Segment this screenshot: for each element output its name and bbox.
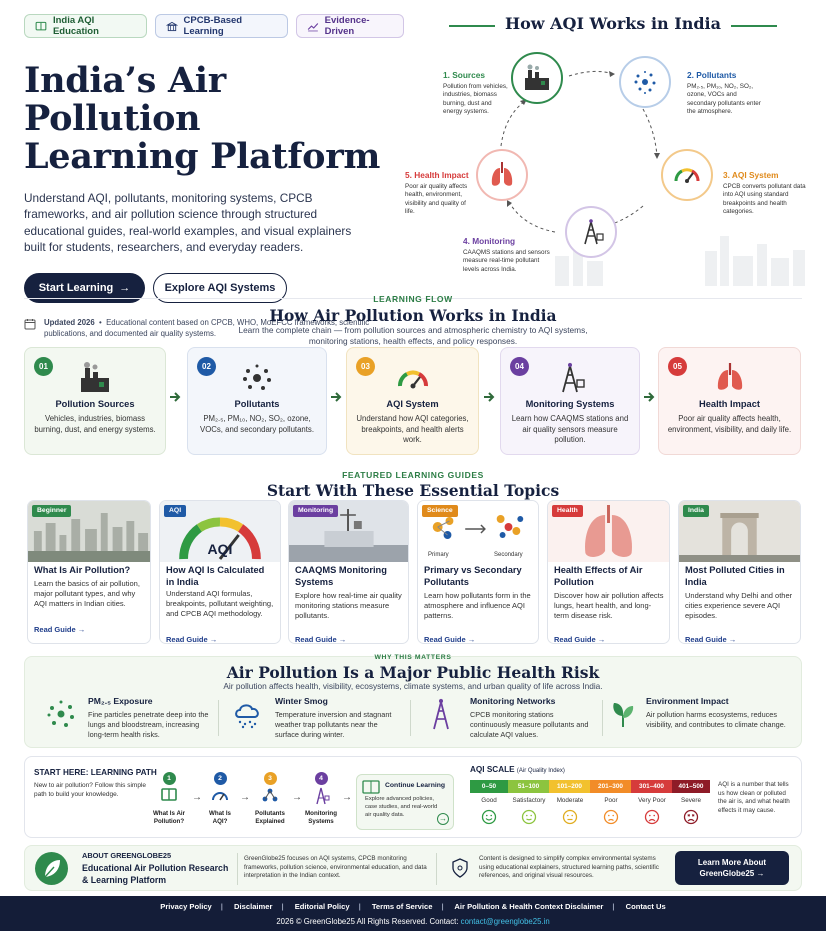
footer-link-health-disclaimer[interactable]: Air Pollution & Health Context Disclaimer xyxy=(454,902,604,911)
divider xyxy=(410,700,411,736)
arrow-right-icon: → xyxy=(119,282,131,295)
footer-copyright: 2026 © GreenGlobe25 All Rights Reserved. Contact: contact@greenglobe25.in xyxy=(276,917,550,926)
start-learning-label: Start Learning xyxy=(38,282,114,295)
path-step-number: 3 xyxy=(264,772,277,785)
risk-item-title: Monitoring Networks xyxy=(470,696,556,706)
flow-card-title: Health Impact xyxy=(699,399,760,409)
path-step-label: What Is Air Pollution? xyxy=(152,810,186,825)
cycle-step-aqi-system[interactable] xyxy=(661,149,713,201)
page-title xyxy=(24,62,404,176)
risk-item-desc: Air pollution harms ecosystems, reduces visibility, and contributes to climate change. xyxy=(646,710,786,729)
learning-flow-kicker: LEARNING FLOW xyxy=(373,294,453,304)
divider xyxy=(436,853,437,885)
risk-item-desc: Temperature inversion and stagnant weather trap pollutants near the surface during winter. xyxy=(275,710,392,739)
guide-desc: Understand why Delhi and other cities experience severe AQI episodes. xyxy=(685,591,793,620)
guide-desc: Explore how real-time air quality monitoring stations measure pollutants. xyxy=(295,591,402,620)
cycle-step-title: 5. Health Impact xyxy=(405,170,469,180)
flow-step-number: 02 xyxy=(197,357,216,376)
aqi-band-good: 0–50 xyxy=(470,780,508,793)
risk-kicker: WHY THIS MATTERS xyxy=(374,654,452,661)
guide-tag: Science xyxy=(422,505,458,517)
cycle-step-monitoring[interactable] xyxy=(565,206,617,258)
guide-card-what-is-air-pollution[interactable] xyxy=(27,500,151,644)
flow-card-title: Pollution Sources xyxy=(55,399,135,409)
about-kicker: ABOUT GREENGLOBE25 xyxy=(82,851,172,860)
divider xyxy=(237,853,238,885)
continue-learning-text: Explore advanced policies, case studies, and real-world air quality data. xyxy=(365,796,438,818)
station-icon xyxy=(300,785,342,810)
how-aqi-works-diagram xyxy=(405,6,821,288)
badge-label: CPCB-Based Learning xyxy=(183,15,243,37)
badge-evidence-driven[interactable] xyxy=(296,14,404,38)
path-step-number: 1 xyxy=(163,772,176,785)
gauge-label: AQI xyxy=(207,541,233,557)
badge-label: Evidence-Driven xyxy=(324,15,370,37)
footer-links: Privacy Policy | Disclaimer | Editorial Policy | Terms of Service | Air Pollution & Health Context Disclaimer | Contact Us xyxy=(160,902,666,911)
aqi-band-label: Moderate xyxy=(556,797,584,804)
arrow-right-icon xyxy=(482,390,496,404)
cycle-step-text: Pollution from vehicles, industries, biomass burning, dust and energy systems. xyxy=(443,83,508,115)
flow-step-number: 05 xyxy=(668,357,687,376)
guide-card-health-effects[interactable] xyxy=(547,500,670,644)
aqi-band-moderate: 101–200 xyxy=(549,780,590,793)
arrow-right-icon xyxy=(329,390,343,404)
flow-card-desc: Understand how AQI categories, breakpoints, and health alerts work. xyxy=(356,414,469,444)
lungs-icon xyxy=(486,159,518,191)
path-step-number: 2 xyxy=(214,772,227,785)
flow-card-aqi-system[interactable] xyxy=(346,347,479,455)
read-guide-link[interactable]: Read Guide → xyxy=(685,635,737,644)
risk-item-title: Environment Impact xyxy=(646,696,729,706)
arrow-right-icon: → xyxy=(342,792,352,803)
guide-tag: Beginner xyxy=(32,505,71,517)
guide-card-primary-vs-secondary[interactable] xyxy=(417,500,539,644)
guide-tag: Monitoring xyxy=(293,505,338,517)
footer-link-contact[interactable]: Contact Us xyxy=(625,902,666,911)
arrow-right-icon: → xyxy=(192,792,202,803)
risk-item-title: Winter Smog xyxy=(275,696,328,706)
image-label-primary: Primary xyxy=(428,552,449,558)
continue-learning-title: Continue Learning xyxy=(385,782,446,789)
particles-icon xyxy=(44,697,78,731)
cycle-step-sources[interactable] xyxy=(511,52,563,104)
path-step-label: What Is AQI? xyxy=(208,810,231,825)
station-icon xyxy=(552,360,588,396)
badge-india-aqi-education[interactable] xyxy=(24,14,147,38)
read-guide-link[interactable]: Read Guide → xyxy=(554,635,606,644)
learning-path-title: START HERE: LEARNING PATH xyxy=(34,768,157,777)
arrow-right-icon: → xyxy=(240,792,250,803)
risk-item-title: PM₂.₅ Exposure xyxy=(88,696,153,706)
flow-card-desc: Vehicles, industries, biomass burning, dust, and energy systems. xyxy=(34,414,156,434)
cycle-step-title: 2. Pollutants xyxy=(687,70,737,80)
factory-icon xyxy=(521,62,553,94)
divider xyxy=(602,700,603,736)
book-icon xyxy=(148,785,190,810)
aqi-band-severe: 401–500 xyxy=(672,780,710,793)
flow-card-title: AQI System xyxy=(386,399,439,409)
aqi-band-poor: 201–300 xyxy=(590,780,631,793)
cycle-step-text: CAAQMS stations and sensors measure real-time pollutant levels across India. xyxy=(463,249,550,273)
updated-text: Educational content based on CPCB, WHO, MoEFCC frameworks, scientific publications, and documented air quality systems. xyxy=(44,318,370,339)
guide-desc: Understand AQI formulas, breakpoints, pollutant weighting, and CPCB AQI methodology. xyxy=(166,589,274,618)
footer-link-terms[interactable]: Terms of Service xyxy=(371,902,433,911)
station-icon xyxy=(424,697,458,731)
cycle-step-text: Poor air quality affects health, environment, visibility and quality of life. xyxy=(405,183,468,215)
aqi-band-label: Good xyxy=(481,797,497,804)
gauge-icon xyxy=(671,159,703,191)
aqi-band-label: Very Poor xyxy=(638,797,666,804)
aqi-band-label: Satisfactory xyxy=(512,797,546,804)
risk-title: Air Pollution Is a Major Public Health Risk xyxy=(226,663,600,682)
about-text-2: Content is designed to simplify complex environmental systems using educational explainers, structured learning paths, scientific references, and original visual resources. xyxy=(479,855,659,880)
hero-description: Understand AQI, pollutants, monitoring systems, CPCB frameworks, and air pollution science through structured educational guides, real-world examples, and visual explainers built for students, researchers, and everyday readers. xyxy=(24,191,352,254)
guide-title: What Is Air Pollution? xyxy=(34,565,131,575)
hero-section xyxy=(24,14,404,339)
flow-card-pollution-sources[interactable] xyxy=(24,347,166,455)
read-guide-link[interactable]: Read Guide → xyxy=(295,635,347,644)
station-icon xyxy=(575,216,607,248)
cycle-step-text: CPCB converts pollutant data into AQI using standard breakpoints and health categories. xyxy=(723,183,806,215)
neutral-face-icon xyxy=(562,809,578,825)
risk-item-desc: Fine particles penetrate deep into the lungs and bloodstream, increasing long-term health risks. xyxy=(88,710,209,739)
path-step-label: Monitoring Systems xyxy=(305,810,337,825)
cycle-step-health-impact[interactable] xyxy=(476,149,528,201)
guide-title: How AQI Is Calculated in India xyxy=(166,565,265,587)
building-icon xyxy=(166,20,178,33)
particles-icon xyxy=(629,66,661,98)
happy-face-icon xyxy=(481,809,497,825)
path-step-what-is-aqi[interactable] xyxy=(202,772,238,826)
guide-desc: Discover how air pollution affects lungs, heart health, and long-term disease risk. xyxy=(554,591,664,620)
path-step-label: Pollutants Explained xyxy=(255,810,285,825)
guide-card-caaqms-monitoring[interactable] xyxy=(288,500,409,644)
sad-face-icon xyxy=(603,809,619,825)
updated-note: Updated 2026 • Educational content based on CPCB, WHO, MoEFCC frameworks, scientific publications, and documented air quality systems. xyxy=(24,317,404,339)
gauge-icon xyxy=(202,785,238,810)
about-text-1: GreenGlobe25 focuses on AQI systems, CPCB monitoring frameworks, pollution science, environmental education, and data interpretation in the Indian context. xyxy=(244,855,427,880)
smog-cloud-icon xyxy=(231,697,265,731)
shield-icon xyxy=(452,858,468,878)
arrow-right-icon: → xyxy=(292,792,302,803)
footer xyxy=(0,896,826,931)
flow-card-desc: PM₂.₅, PM₁₀, NO₂, SO₂, ozone, VOCs, and secondary pollutants. xyxy=(200,414,314,434)
aqi-band-label: Severe xyxy=(681,797,701,804)
continue-learning-card[interactable] xyxy=(356,774,454,830)
guide-title: Health Effects of Air Pollution xyxy=(554,565,643,587)
gauge-icon xyxy=(395,360,431,396)
cycle-step-pollutants[interactable] xyxy=(619,56,671,108)
leaf-icon xyxy=(606,697,640,731)
flow-card-monitoring-systems[interactable] xyxy=(500,347,640,455)
guide-desc: Learn how pollutants form in the atmosphere and influence AQI patterns. xyxy=(424,591,531,620)
read-guide-link[interactable]: Read Guide → xyxy=(34,625,86,634)
risk-item-desc: CPCB monitoring stations continuously measure pollutants and calculate AQI values. xyxy=(470,710,589,739)
smile-face-icon xyxy=(521,809,537,825)
flow-card-desc: Learn how CAAQMS stations and air quality sensors measure pollution. xyxy=(511,414,629,444)
cycle-step-text: PM₂.₅, PM₁₀, NO₂, SO₂, ozone, VOCs and secondary pollutants enter the atmosphere. xyxy=(687,83,761,115)
flow-card-health-impact[interactable] xyxy=(658,347,801,455)
footer-link-disclaimer[interactable]: Disclaimer xyxy=(234,902,273,911)
guide-card-how-aqi-calculated[interactable] xyxy=(159,500,281,644)
image-label-secondary: Secondary xyxy=(494,552,523,558)
aqi-scale-note: AQI is a number that tells us how clean or polluted the air is, and what health effects it may cause. xyxy=(718,781,790,814)
book-icon xyxy=(35,20,47,33)
guide-title: Primary vs Secondary Pollutants xyxy=(424,565,522,587)
guides-title: Start With These Essential Topics xyxy=(266,481,560,500)
footer-link-editorial[interactable]: Editorial Policy xyxy=(294,902,350,911)
leaf-logo-icon xyxy=(35,852,68,885)
guide-tag: AQI xyxy=(164,505,186,517)
path-step-pollutants-explained[interactable] xyxy=(250,772,290,826)
flow-step-number: 03 xyxy=(356,357,375,376)
contact-email-link[interactable]: contact@greenglobe25.in xyxy=(460,917,550,926)
molecule-icon xyxy=(250,785,290,810)
path-step-monitoring-systems[interactable] xyxy=(300,772,342,826)
path-step-number: 4 xyxy=(315,772,328,785)
flow-step-number: 04 xyxy=(510,357,529,376)
read-guide-link[interactable]: Read Guide → xyxy=(424,635,476,644)
risk-subtitle: Air pollution affects health, visibility, ecosystems, climate systems, and urban quality of life across India. xyxy=(223,681,603,691)
how-aqi-title: How AQI Works in India xyxy=(505,14,721,33)
page-title-line1: India’s Air Pollution xyxy=(24,60,226,139)
guide-desc: Learn the basics of air pollution, major pollutant types, and why AQI matters in Indian cities. xyxy=(34,579,140,608)
learning-path-intro: New to air pollution? Follow this simple path to build your knowledge. xyxy=(34,782,146,798)
chart-icon xyxy=(307,20,319,33)
about-title: Educational Air Pollution Research & Learning Platform xyxy=(82,863,229,885)
lungs-icon xyxy=(712,360,748,396)
flow-card-desc: Poor air quality affects health, environment, visibility, and daily life. xyxy=(667,414,792,434)
aqi-band-very-poor: 301–400 xyxy=(631,780,672,793)
particles-icon xyxy=(239,360,275,396)
read-guide-link[interactable]: Read Guide → xyxy=(166,635,218,644)
learn-more-button[interactable]: Learn More About GreenGlobe25 → xyxy=(675,851,789,885)
arrow-right-icon xyxy=(642,390,656,404)
explore-aqi-systems-button[interactable]: Explore AQI Systems xyxy=(153,273,287,303)
cycle-step-title: 4. Monitoring xyxy=(463,236,516,246)
footer-link-privacy[interactable]: Privacy Policy xyxy=(160,902,212,911)
flow-card-title: Pollutants xyxy=(234,399,280,409)
arrow-right-icon xyxy=(168,390,182,404)
guide-title: CAAQMS Monitoring Systems xyxy=(295,565,387,587)
flow-step-number: 01 xyxy=(34,357,53,376)
page-title-line2: Learning Platform xyxy=(24,136,381,177)
aqi-band-label: Poor xyxy=(604,797,618,804)
distressed-face-icon xyxy=(683,809,699,825)
guide-card-most-polluted-cities[interactable] xyxy=(678,500,801,644)
path-step-what-is-air-pollution[interactable] xyxy=(148,772,190,826)
learning-flow-subtitle: Learn the complete chain — from pollution sources and atmospheric chemistry to AQI systems, monitoring stations, health effects, and policy responses. xyxy=(238,325,588,346)
guides-kicker: FEATURED LEARNING GUIDES xyxy=(342,470,484,480)
guide-title: Most Polluted Cities in India xyxy=(685,565,785,587)
frown-face-icon xyxy=(644,809,660,825)
badge-label: India AQI Education xyxy=(52,15,99,37)
factory-icon xyxy=(77,360,113,396)
guide-tag: India xyxy=(683,505,709,517)
divider xyxy=(218,700,219,736)
book-icon xyxy=(362,780,380,794)
cycle-step-title: 1. Sources xyxy=(443,70,485,80)
aqi-scale-title: AQI SCALE (Air Quality Index) xyxy=(470,765,565,774)
cycle-step-title: 3. AQI System xyxy=(723,170,779,180)
flow-card-title: Monitoring Systems xyxy=(525,399,615,409)
aqi-band-satisfactory: 51–100 xyxy=(508,780,549,793)
badge-row xyxy=(24,14,404,38)
updated-label: Updated 2026 xyxy=(44,318,95,328)
guide-tag: Health xyxy=(552,505,583,517)
arrow-right-icon[interactable]: → xyxy=(439,814,447,823)
flow-card-pollutants[interactable] xyxy=(187,347,327,455)
badge-cpcb-based-learning[interactable] xyxy=(155,14,288,38)
learning-flow-title: How Air Pollution Works in India xyxy=(269,306,557,325)
